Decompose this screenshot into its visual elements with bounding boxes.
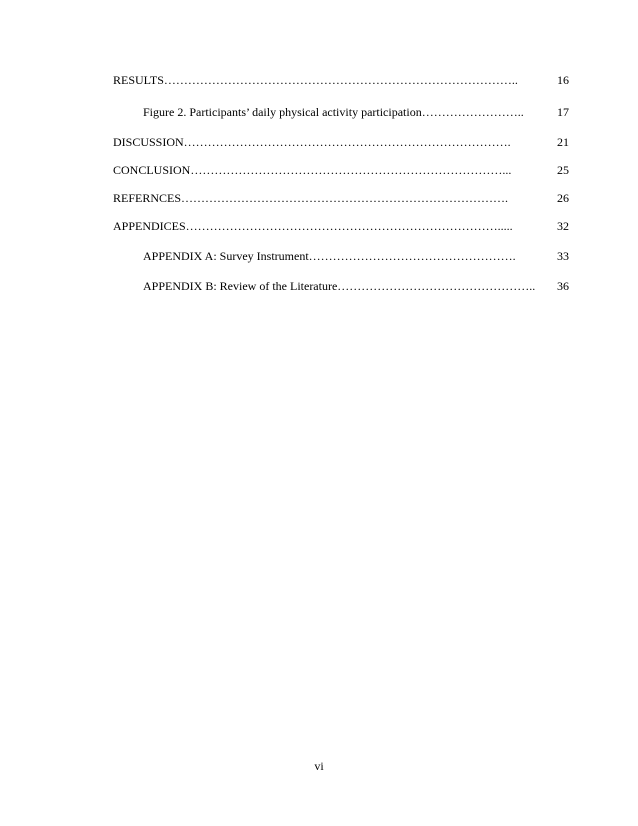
toc-entry-appendix-a [143,248,569,264]
toc-entry-page: 26 [557,191,569,205]
toc-entry-label: APPENDICES……………………………………………………………………..... [113,219,513,233]
toc-entry-label: REFERNCES………………………………………………………………………. [113,191,509,205]
toc-entry-label: DISCUSSION………………………………………………………………………. [113,135,511,149]
toc-entry-page: 17 [557,105,569,119]
toc-entry-label: CONCLUSION……………………………………………………………………... [113,163,512,177]
toc-entry-results [113,72,569,88]
toc-entry-figure-2 [143,104,569,120]
toc-entry-page: 16 [557,73,569,87]
toc-entry-page: 32 [557,219,569,233]
page-number: vi [314,759,324,773]
toc-entry-appendices [113,218,569,234]
toc-entry-appendix-b [143,278,569,294]
toc-entry-page: 21 [557,135,569,149]
toc-entry-label: Figure 2. Participants’ daily physical activity participation…………………….. [143,105,524,119]
toc-entry-conclusion [113,162,569,178]
toc-entry-label: APPENDIX B: Review of the Literature………………………………………….. [143,279,536,293]
toc-entry-label: RESULTS…………………………………………………………………………….. [113,73,518,87]
toc-entry-label: APPENDIX A: Survey Instrument……………………………………………. [143,249,516,263]
toc-entry-page: 25 [557,163,569,177]
toc-entry-references [113,190,569,206]
toc-entry-discussion [113,134,569,150]
toc-entry-page: 33 [557,249,569,263]
toc-entry-page: 36 [557,279,569,293]
